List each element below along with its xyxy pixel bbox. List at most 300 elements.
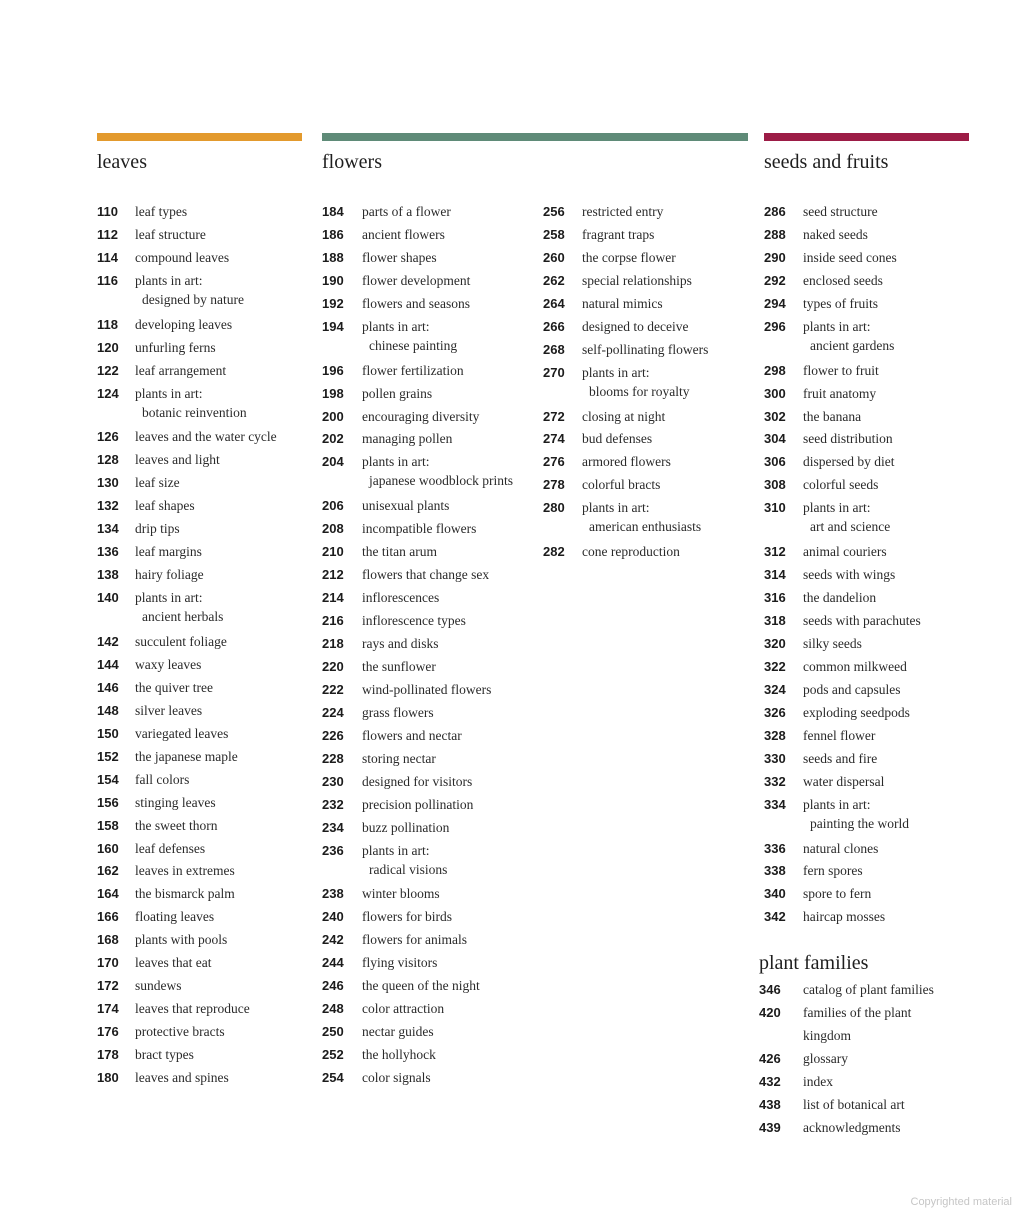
toc-entry[interactable] (322, 725, 532, 748)
section-title-seeds-and-fruits: seeds and fruits (764, 151, 889, 173)
entry-title (135, 815, 217, 838)
toc-entry[interactable] (97, 952, 312, 975)
toc-entry[interactable] (764, 587, 974, 610)
toc-entry[interactable] (322, 247, 532, 270)
toc-entry[interactable] (764, 725, 974, 748)
page-number: 320 (764, 635, 786, 651)
entry-title (135, 587, 223, 626)
entry-subtitle-line: chinese painting (369, 337, 458, 353)
toc-entry[interactable] (97, 426, 312, 449)
toc-entry[interactable] (322, 702, 532, 725)
page-number: 294 (764, 295, 786, 311)
toc-entry[interactable] (543, 541, 753, 564)
entry-title (135, 998, 250, 1021)
toc-entry[interactable] (322, 771, 532, 794)
entry-title-line: compound leaves (135, 249, 230, 265)
entry-title-line: the titan arum (362, 544, 437, 560)
toc-entry[interactable] (97, 883, 312, 906)
page-number: 308 (764, 477, 786, 493)
toc-entry[interactable] (322, 998, 532, 1021)
entry-title (803, 383, 876, 406)
entry-title (582, 224, 654, 247)
entry-title (803, 860, 863, 883)
toc-entry[interactable] (97, 631, 312, 654)
entry-title (362, 748, 436, 771)
toc-entry[interactable] (543, 270, 753, 293)
toc-entry[interactable] (322, 952, 532, 975)
page-number: 332 (764, 773, 786, 789)
entry-title (582, 451, 671, 474)
toc-entry[interactable] (322, 610, 532, 633)
entry-title-line: self-pollinating flowers (582, 341, 709, 357)
page-number: 168 (97, 932, 119, 948)
entry-title-line: stinging leaves (135, 794, 216, 810)
seeds-color-bar (764, 133, 969, 141)
entry-title-line: fruit anatomy (803, 385, 877, 401)
toc-entry[interactable] (97, 975, 312, 998)
entry-title (362, 840, 447, 879)
toc-entry[interactable] (322, 679, 532, 702)
entry-title (582, 497, 701, 536)
toc-entry[interactable] (764, 383, 974, 406)
entry-title (582, 541, 680, 564)
toc-entry[interactable] (764, 474, 974, 497)
toc-entry[interactable] (322, 428, 532, 451)
entry-title (803, 702, 910, 725)
page-number: 254 (322, 1070, 344, 1086)
page-number: 200 (322, 408, 344, 424)
entry-title (362, 679, 491, 702)
entry-title-line: leaf defenses (135, 840, 206, 856)
toc-entry[interactable] (764, 451, 974, 474)
entry-title-line: variegated leaves (135, 725, 229, 741)
entry-title-line: the sunflower (362, 658, 436, 674)
toc-entry[interactable] (97, 541, 312, 564)
toc-entry[interactable] (322, 270, 532, 293)
entry-title-line: the hollyhock (362, 1047, 436, 1063)
entry-title-line: seed structure (803, 204, 878, 219)
toc-entry[interactable] (543, 339, 753, 362)
toc-entry[interactable] (322, 451, 532, 495)
page-number (759, 1025, 803, 1048)
entry-title-line: leaves and the water cycle (135, 429, 277, 445)
page-number: 158 (97, 817, 119, 833)
page-number: 146 (97, 679, 119, 695)
entry-title (135, 723, 228, 746)
entry-title-line: designed to deceive (582, 318, 689, 334)
entry-title (362, 702, 434, 725)
entry-title-line: ancient flowers (362, 226, 445, 242)
toc-entry[interactable] (764, 610, 974, 633)
entry-title-line: the banana (803, 408, 862, 424)
toc-entry[interactable] (322, 1067, 532, 1090)
section-title-leaves: leaves (97, 151, 147, 173)
page-number: 274 (543, 431, 565, 447)
page-number: 230 (322, 773, 344, 789)
entry-title (135, 1044, 194, 1067)
entry-title (135, 975, 182, 998)
page-number: 132 (97, 498, 119, 514)
page-number: 342 (764, 909, 786, 925)
page-number: 162 (97, 863, 119, 879)
toc-entry[interactable] (759, 1025, 974, 1048)
toc-entry[interactable] (97, 1044, 312, 1067)
entry-title (135, 360, 226, 383)
entry-title (803, 224, 868, 247)
toc-entry[interactable] (97, 587, 312, 631)
page-number: 228 (322, 750, 344, 766)
entry-title-line: flowers and nectar (362, 727, 462, 743)
entry-title-line: plants with pools (135, 932, 228, 948)
toc-entry[interactable] (764, 360, 974, 383)
toc-entry[interactable] (322, 1044, 532, 1067)
entry-title (803, 679, 900, 702)
page-number: 286 (764, 204, 786, 219)
entry-title-line: flowers and seasons (362, 295, 470, 311)
entry-title-line: storing nectar (362, 750, 436, 766)
entry-title-line: protective bracts (135, 1024, 225, 1040)
page-number: 242 (322, 932, 344, 948)
entry-title (803, 247, 897, 270)
entry-title (135, 677, 213, 700)
entry-title-line: exploding seedpods (803, 704, 910, 720)
entry-title-line: managing pollen (362, 431, 453, 447)
toc-entry[interactable] (543, 316, 753, 339)
page-number: 172 (97, 978, 119, 994)
entry-title-line: natural mimics (582, 295, 663, 311)
toc-entry[interactable] (322, 316, 532, 360)
page-number: 124 (97, 385, 119, 401)
toc-entry[interactable] (764, 224, 974, 247)
entry-title-line: flowers for birds (362, 909, 452, 925)
toc-entry[interactable] (764, 883, 974, 906)
toc-entry[interactable] (543, 474, 753, 497)
toc-entry[interactable] (97, 998, 312, 1021)
entry-title (135, 883, 235, 906)
toc-entry[interactable] (764, 270, 974, 293)
entry-subtitle-line: art and science (810, 519, 891, 535)
entry-subtitle-line: botanic reinvention (142, 404, 247, 420)
toc-entry[interactable] (97, 1067, 312, 1090)
toc-entry[interactable] (543, 201, 753, 224)
page-number: 126 (97, 429, 119, 445)
toc-entry[interactable] (759, 1094, 974, 1117)
toc-entry[interactable] (97, 472, 312, 495)
page-number: 246 (322, 978, 344, 994)
entry-title-line: water dispersal (803, 773, 885, 789)
entry-title-line: flying visitors (362, 955, 438, 971)
toc-entry[interactable] (322, 633, 532, 656)
entry-title (135, 495, 195, 518)
page-number: 258 (543, 226, 565, 242)
page-number: 338 (764, 863, 786, 879)
entry-title (803, 1002, 911, 1025)
toc-entry[interactable] (764, 428, 974, 451)
toc-column-leaves (97, 201, 312, 1090)
toc-entry[interactable] (97, 270, 312, 314)
entry-title (135, 654, 201, 677)
entry-title (362, 952, 437, 975)
page-number: 250 (322, 1024, 344, 1040)
entry-title-line: closing at night (582, 408, 666, 424)
toc-entry[interactable] (322, 518, 532, 541)
toc-column-seeds-and-fruits (764, 201, 974, 929)
page-number: 208 (322, 521, 344, 537)
toc-entry[interactable] (97, 838, 312, 861)
toc-entry[interactable] (322, 906, 532, 929)
page-number: 204 (322, 454, 344, 470)
entry-title-line: leaves that eat (135, 955, 212, 971)
entry-title (362, 270, 470, 293)
entry-title (362, 817, 449, 840)
entry-title (135, 564, 204, 587)
page-number: 426 (759, 1050, 781, 1066)
entry-title-line: plants in art: (582, 364, 650, 380)
toc-entry[interactable] (97, 677, 312, 700)
page-number: 114 (97, 249, 118, 265)
page-number: 232 (322, 796, 344, 812)
toc-entry[interactable] (543, 224, 753, 247)
page-number: 346 (759, 982, 781, 997)
toc-entry[interactable] (764, 316, 974, 360)
entry-title-line: leaves that reproduce (135, 1001, 250, 1017)
toc-entry[interactable] (759, 1048, 974, 1071)
page-number: 300 (764, 385, 786, 401)
toc-entry[interactable] (543, 293, 753, 316)
toc-entry[interactable] (764, 702, 974, 725)
entry-title (582, 339, 708, 362)
toc-entry[interactable] (322, 975, 532, 998)
toc-entry[interactable] (97, 247, 312, 270)
toc-entry[interactable] (322, 840, 532, 884)
entry-title-line: index (803, 1073, 833, 1089)
entry-subtitle-line: japanese woodblock prints (369, 473, 513, 489)
toc-entry[interactable] (764, 794, 974, 838)
entry-title (803, 1094, 905, 1117)
page-number: 184 (322, 204, 344, 219)
entry-title (362, 771, 472, 794)
toc-entry[interactable] (97, 746, 312, 769)
entry-title (362, 656, 436, 679)
toc-entry[interactable] (97, 314, 312, 337)
entry-title (135, 449, 220, 472)
toc-entry[interactable] (97, 654, 312, 677)
entry-title-line: seeds and fire (803, 750, 878, 766)
entry-title (803, 838, 878, 861)
entry-title-line: armored flowers (582, 454, 671, 470)
flowers-color-bar (322, 133, 748, 141)
entry-title-line: silver leaves (135, 702, 203, 718)
entry-title (135, 952, 211, 975)
toc-entry[interactable] (97, 495, 312, 518)
entry-title-line: kingdom (803, 1027, 852, 1043)
toc-entry[interactable] (97, 700, 312, 723)
toc-entry[interactable] (543, 406, 753, 429)
toc-entry[interactable] (97, 723, 312, 746)
toc-entry[interactable] (764, 748, 974, 771)
toc-entry[interactable] (97, 929, 312, 952)
toc-entry[interactable] (543, 247, 753, 270)
entry-title (362, 906, 452, 929)
toc-entry[interactable] (543, 362, 753, 406)
entry-title-line: waxy leaves (135, 656, 202, 672)
page-number: 150 (97, 725, 119, 741)
entry-title (803, 794, 909, 833)
page-number: 178 (97, 1047, 119, 1063)
toc-column-flowers-1 (322, 201, 532, 1090)
page-number: 432 (759, 1073, 781, 1089)
entry-subtitle-line: american enthusiasts (589, 519, 702, 535)
toc-entry[interactable] (322, 541, 532, 564)
page-number: 192 (322, 295, 344, 311)
entry-title-line: unfurling ferns (135, 339, 216, 355)
page-number: 220 (322, 658, 344, 674)
toc-entry[interactable] (322, 224, 532, 247)
toc-entry[interactable] (764, 201, 974, 224)
toc-entry[interactable] (322, 929, 532, 952)
toc-entry[interactable] (97, 860, 312, 883)
entry-title (135, 201, 187, 224)
entry-title-line: colorful seeds (803, 477, 879, 493)
toc-entry[interactable] (322, 293, 532, 316)
toc-entry[interactable] (764, 679, 974, 702)
toc-entry[interactable] (322, 656, 532, 679)
page-number: 270 (543, 364, 565, 380)
page-number: 278 (543, 477, 565, 493)
toc-entry[interactable] (322, 406, 532, 429)
toc-entry[interactable] (764, 838, 974, 861)
toc-entry[interactable] (764, 771, 974, 794)
entry-title (803, 587, 876, 610)
toc-entry[interactable] (322, 883, 532, 906)
entry-title (135, 426, 277, 449)
entry-title-line: fragrant traps (582, 226, 655, 242)
entry-title (362, 383, 432, 406)
toc-entry[interactable] (322, 201, 532, 224)
entry-title-line: flowers for animals (362, 932, 467, 948)
toc-entry[interactable] (97, 337, 312, 360)
toc-entry[interactable] (322, 383, 532, 406)
copyright-watermark: Copyrighted material (910, 1196, 1012, 1208)
toc-entry[interactable] (97, 564, 312, 587)
toc-entry[interactable] (322, 587, 532, 610)
page-number: 439 (759, 1119, 781, 1135)
entry-title (135, 929, 227, 952)
toc-entry[interactable] (97, 769, 312, 792)
toc-entry[interactable] (322, 817, 532, 840)
page-number: 226 (322, 727, 344, 743)
page-number: 190 (322, 272, 344, 288)
entry-title (362, 929, 467, 952)
entry-title-line: leaves and spines (135, 1070, 229, 1086)
entry-title-line: leaf size (135, 475, 180, 491)
toc-entry[interactable] (97, 449, 312, 472)
entry-title-line: hairy foliage (135, 567, 204, 583)
page-number: 288 (764, 226, 786, 242)
toc-entry[interactable] (322, 794, 532, 817)
entry-title (362, 406, 479, 429)
toc-entry[interactable] (97, 1021, 312, 1044)
entry-title-line: bud defenses (582, 431, 653, 447)
toc-entry[interactable] (97, 792, 312, 815)
page-number: 322 (764, 658, 786, 674)
entry-title (135, 1021, 225, 1044)
entry-title-line: types of fruits (803, 295, 878, 311)
entry-title-line: the queen of the night (362, 978, 480, 994)
toc-entry[interactable] (322, 564, 532, 587)
toc-entry[interactable] (97, 201, 312, 224)
entry-title-line: inflorescence types (362, 613, 466, 629)
toc-entry[interactable] (764, 406, 974, 429)
toc-entry[interactable] (764, 247, 974, 270)
toc-entry[interactable] (759, 1071, 974, 1094)
toc-entry[interactable] (543, 497, 753, 541)
entry-title (582, 293, 663, 316)
page-number: 244 (322, 955, 344, 971)
toc-entry[interactable] (759, 1117, 974, 1140)
entry-title-line: color signals (362, 1070, 431, 1086)
entry-title-line: plants in art: (582, 500, 650, 516)
toc-entry[interactable] (322, 495, 532, 518)
toc-entry[interactable] (97, 906, 312, 929)
toc-entry[interactable] (322, 1021, 532, 1044)
toc-entry[interactable] (322, 360, 532, 383)
toc-entry[interactable] (764, 906, 974, 929)
entry-title (135, 383, 247, 422)
page-number: 334 (764, 796, 786, 812)
page-number: 214 (322, 590, 344, 606)
toc-entry[interactable] (543, 451, 753, 474)
page-number: 198 (322, 385, 344, 401)
entry-title (803, 725, 875, 748)
toc-entry[interactable] (97, 383, 312, 427)
toc-entry[interactable] (764, 860, 974, 883)
entry-title-line: flower fertilization (362, 362, 464, 378)
toc-entry[interactable] (97, 815, 312, 838)
toc-entry[interactable] (764, 293, 974, 316)
entry-title (135, 838, 205, 861)
page-number: 138 (97, 567, 119, 583)
page-number: 248 (322, 1001, 344, 1017)
toc-entry[interactable] (543, 428, 753, 451)
page-number: 222 (322, 681, 344, 697)
entry-title-line: seeds with wings (803, 567, 896, 583)
toc-entry[interactable] (764, 564, 974, 587)
toc-entry[interactable] (759, 979, 974, 1002)
entry-title-line: inside seed cones (803, 249, 897, 265)
toc-entry[interactable] (764, 633, 974, 656)
entry-title (803, 906, 885, 929)
entry-title-line: the sweet thorn (135, 817, 218, 833)
toc-entry[interactable] (97, 518, 312, 541)
page-number: 304 (764, 431, 786, 447)
entry-title (582, 270, 692, 293)
toc-entry[interactable] (764, 497, 974, 541)
toc-entry[interactable] (764, 656, 974, 679)
entry-title-line: pods and capsules (803, 681, 901, 697)
entry-title-line: plants in art: (803, 500, 871, 516)
toc-entry[interactable] (759, 1002, 974, 1025)
toc-entry[interactable] (322, 748, 532, 771)
toc-entry[interactable] (97, 360, 312, 383)
entry-title (135, 270, 244, 309)
entry-title-line: floating leaves (135, 909, 215, 925)
entry-title (362, 610, 466, 633)
toc-entry[interactable] (97, 224, 312, 247)
toc-entry[interactable] (764, 541, 974, 564)
entry-title (803, 633, 862, 656)
entry-title-line: flower to fruit (803, 362, 879, 378)
